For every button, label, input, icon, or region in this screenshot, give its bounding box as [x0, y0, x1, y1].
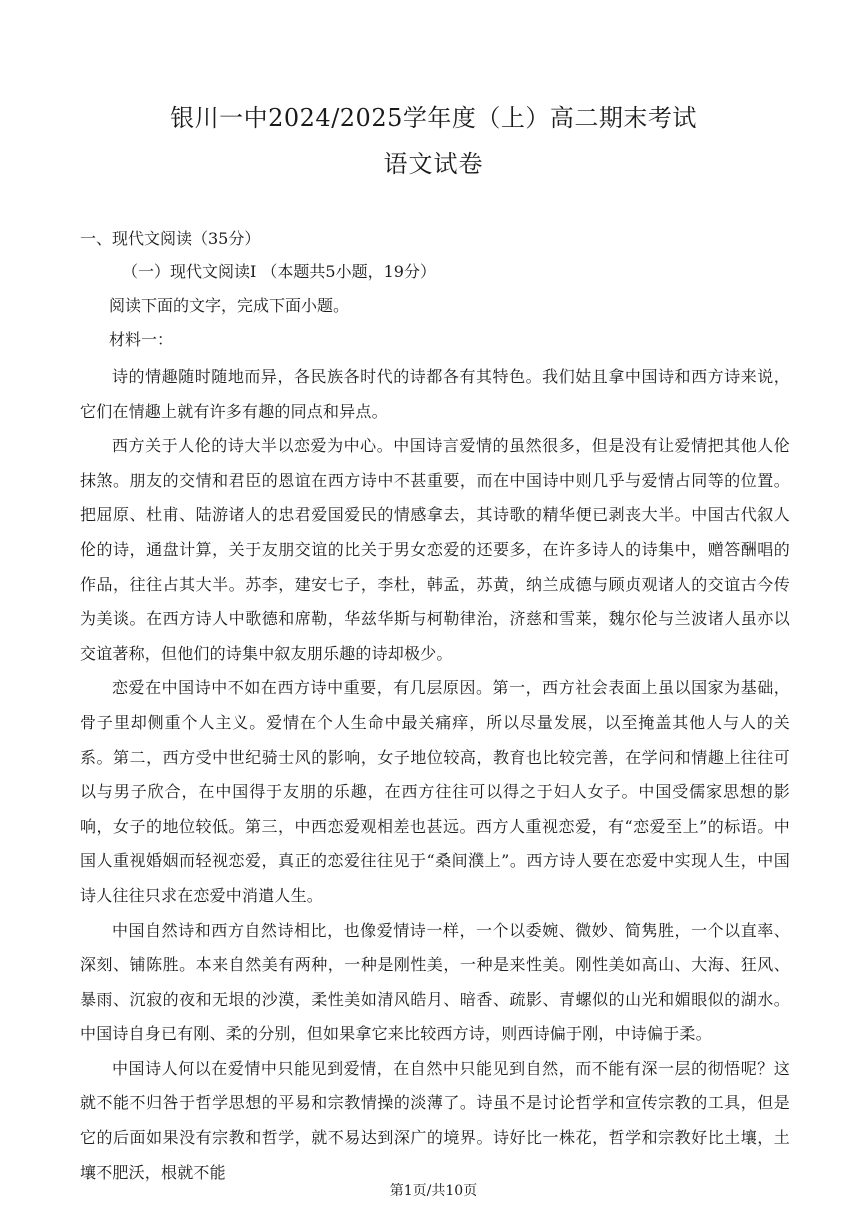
article-body	[80, 360, 790, 1190]
section-heading: 一、现代文阅读（35分）	[80, 229, 261, 248]
article-paragraph: 中国诗人何以在爱情中只能见到爱情，在自然中只能见到自然，而不能有深一层的彻悟呢？这就不能不归咎于哲学思想的平易和宗教情操的淡薄了。诗虽不是讨论哲学和宣传宗教的工具，但是它的后面如果没有宗教和哲学，就不易达到深广的境界。诗好比一株花，哲学和宗教好比土壤，土壤不肥沃，根就不能	[80, 1058, 790, 1182]
material-label: 材料一：	[109, 330, 174, 349]
reading-instruction: 阅读下面的文字，完成下面小题。	[109, 296, 350, 315]
exam-title: 银川一中2024/2025学年度（上）高二期末考试	[170, 104, 697, 132]
article-paragraph: 恋爱在中国诗中不如在西方诗中重要，有几层原因。第一，西方社会表面上虽以国家为基础，骨子里却侧重个人主义。爱情在个人生命中最关痛痒，所以尽量发展，以至掩盖其他人与人的关系。第二，西方受中世纪骑士风的影响，女子地位较高，教育也比较完善，在学问和情趣上往往可以与男子欣合，在中国得于友朋的乐趣，在西方往往可以得之于妇人女子。中国受儒家思想的影响，女子的地位较低。第三，中西恋爱观相差也甚远。西方人重视恋爱，有“恋爱至上”的标语。中国人重视婚姻而轻视恋爱，真正的恋爱往往见于“桑间濮上”。西方诗人要在恋爱中实现人生，中国诗人往往只求在恋爱中消遣人生。	[80, 678, 790, 905]
article-paragraph: 中国自然诗和西方自然诗相比，也像爱情诗一样，一个以委婉、微妙、简隽胜，一个以直率、深刻、铺陈胜。本来自然美有两种，一种是刚性美，一种是来性美。刚性美如高山、大海、狂风、暴雨、沉寂的夜和无垠的沙漠，柔性美如清风皓月、暗香、疏影、青螺似的山光和媚眼似的湖水。中国诗自身已有刚、柔的分别，但如果拿它来比较西方诗，则西诗偏于刚，中诗偏于柔。	[80, 920, 790, 1044]
article-paragraph: 诗的情趣随时随地而异，各民族各时代的诗都各有其特色。我们姑且拿中国诗和西方诗来说，它们在情趣上就有许多有趣的同点和异点。	[80, 367, 790, 421]
subsection-heading: （一）现代文阅读Ⅰ （本题共5小题，19分）	[122, 262, 436, 281]
page-number: 第1页/共10页	[389, 1183, 478, 1199]
exam-subtitle: 语文试卷	[383, 150, 484, 178]
article-paragraph: 西方关于人伦的诗大半以恋爱为中心。中国诗言爱情的虽然很多，但是没有让爱情把其他人伦抹煞。朋友的交情和君臣的恩谊在西方诗中不甚重要，而在中国诗中则几乎与爱情占同等的位置。把屈原、杜甫、陆游诸人的忠君爱国爱民的情感拿去，其诗歌的精华便已剥丧大半。中国古代叙人伦的诗，通盘计算，关于友朋交谊的比关于男女恋爱的还要多，在许多诗人的诗集中，赠答酬唱的作品，往往占其大半。苏李，建安七子，李杜，韩孟，苏黄，纳兰成德与顾贞观诸人的交谊古今传为美谈。在西方诗人中歌德和席勒，华兹华斯与柯勒律治，济慈和雪莱，魏尔伦与兰波诸人虽亦以交谊著称，但他们的诗集中叙友朋乐趣的诗却极少。	[80, 436, 790, 663]
